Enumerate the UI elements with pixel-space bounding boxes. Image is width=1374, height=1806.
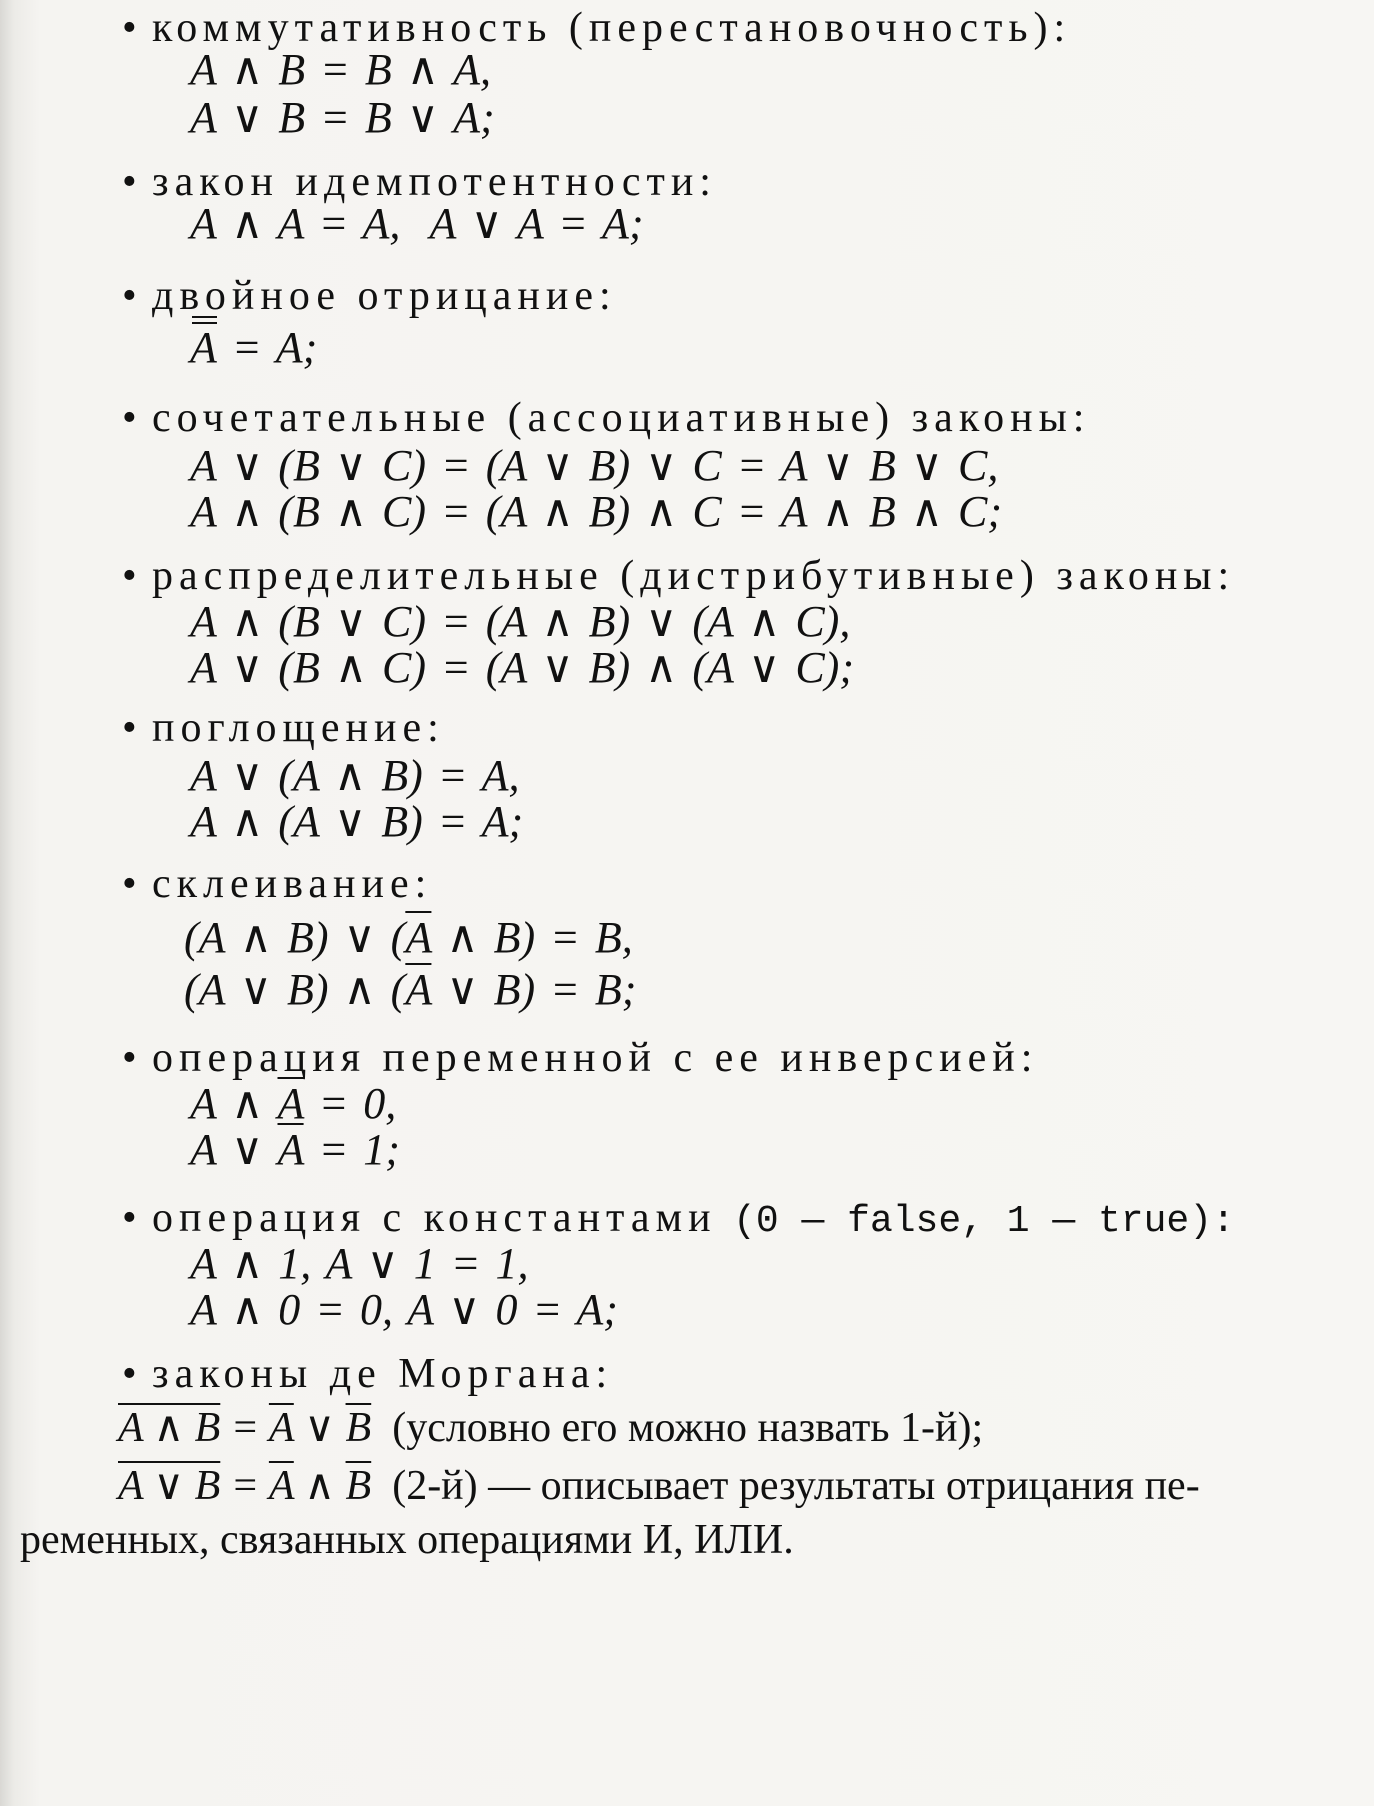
formula-inversion-and: A ∧ $\overline{A} = 0$, (190, 1079, 397, 1128)
formula-gluing-and: (A ∨ B) ∧ ($\overline{A}$ ∨ B) = B; (184, 965, 637, 1014)
de-morgan-law-1: A ∧ $B = \overline{A}$ ∨ $\overline{B}$ (условно его можно назвать 1-й); (118, 1405, 984, 1451)
bullet-icon: • (122, 159, 137, 205)
de-morgan-description: ременных, связанных операциями И, ИЛИ. (20, 1517, 794, 1563)
heading-distributive: • распределительные (дистрибутивные) законы: (122, 553, 1236, 599)
heading-double-negation: • двойное отрицание: (122, 273, 617, 319)
formula-associative-and: A ∧ (B ∧ C) = (A ∧ B) ∧ C = A ∧ B ∧ C; (190, 487, 1002, 536)
bullet-icon: • (122, 395, 137, 441)
bullet-icon: • (122, 1035, 137, 1081)
de-morgan-law-2: A ∨ $B = \overline{A}$ ∧ $\overline{B}$ (2-й) — описывает результаты отрицания пе- (118, 1463, 1200, 1509)
heading-de-morgan: • законы де Моргана: (122, 1351, 614, 1397)
formula-constants-one: A ∧ 1, A ∨ 1 = 1, (190, 1239, 529, 1288)
formula-distributive-or: A ∨ (B ∧ C) = (A ∨ B) ∧ (A ∨ C); (190, 643, 854, 692)
bullet-icon: • (122, 1195, 137, 1241)
heading-constants: • операция с константами (0 — false, 1 — true): (122, 1195, 1235, 1243)
formula-double-negation: A = A; (190, 323, 318, 372)
heading-gluing: • склеивание: (122, 861, 433, 907)
bullet-icon: • (122, 705, 137, 751)
formula-gluing-or: (A ∧ B) ∨ ($\overline{A}$ ∧ B) = B, (184, 913, 633, 962)
formula-absorption-or: A ∨ (A ∧ B) = A, (190, 751, 520, 800)
formula-inversion-or: A ∨ $\overline{A} = 1$; (190, 1125, 400, 1174)
formula-commutativity-and: A ∧ B = B ∧ A, (190, 45, 492, 94)
bullet-icon: • (122, 273, 137, 319)
formula-absorption-and: A ∧ (A ∨ B) = A; (190, 797, 524, 846)
bullet-icon: • (122, 5, 137, 51)
heading-inversion: • операция переменной с ее инверсией: (122, 1035, 1039, 1081)
heading-idempotence: • закон идемпотентности: (122, 159, 717, 205)
formula-commutativity-or: A ∨ B = B ∨ A; (190, 93, 495, 142)
formula-distributive-and: A ∧ (B ∨ C) = (A ∧ B) ∨ (A ∧ C), (190, 597, 851, 646)
formula-idempotence: A ∧ A = A, A ∨ A = A; (190, 199, 644, 248)
heading-absorption: • поглощение: (122, 705, 445, 751)
heading-associative: • сочетательные (ассоциативные) законы: (122, 395, 1091, 441)
formula-constants-zero: A ∧ 0 = 0, A ∨ 0 = A; (190, 1285, 618, 1334)
heading-commutativity: • коммутативность (перестановочность): (122, 5, 1072, 51)
bullet-icon: • (122, 553, 137, 599)
formula-associative-or: A ∨ (B ∨ C) = (A ∨ B) ∨ C = A ∨ B ∨ C, (190, 441, 999, 490)
bullet-icon: • (122, 861, 137, 907)
bullet-icon: • (122, 1351, 137, 1397)
